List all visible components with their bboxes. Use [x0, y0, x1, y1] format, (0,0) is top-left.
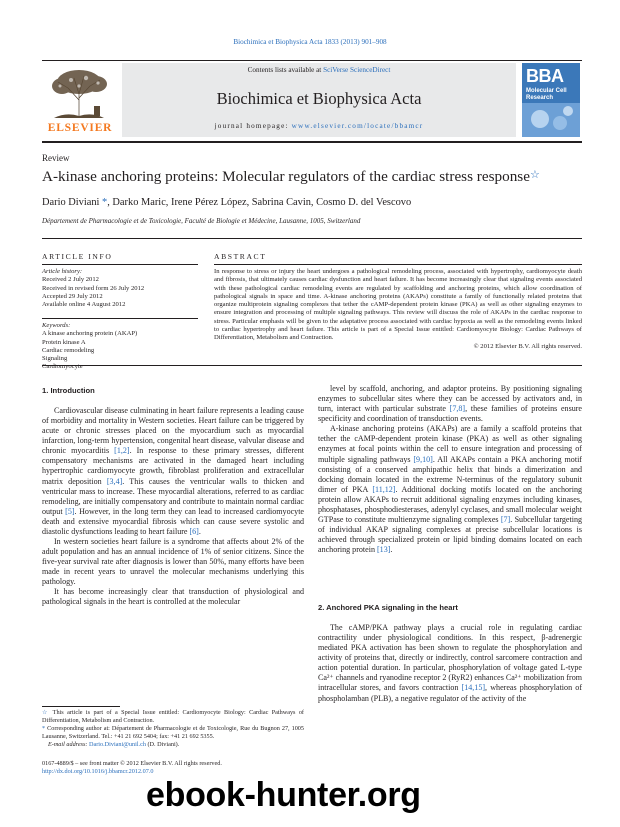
citation-link[interactable]: [1,2] [114, 446, 130, 456]
paragraph-text: , whereas phosphorylation of phospholamban (PLB), a negative regulator of the activity of the [318, 683, 582, 703]
masthead-bottom-rule [42, 141, 582, 143]
sciencedirect-link[interactable]: SciVerse ScienceDirect [323, 66, 391, 74]
cover-subtitle: Molecular Cell Research [526, 88, 567, 101]
abstract-bottom-rule [42, 365, 582, 366]
homepage-link[interactable]: www.elsevier.com/locate/bbamcr [291, 122, 424, 130]
doi-link[interactable]: http://dx.doi.org/10.1016/j.bbamcr.2012.07.0 [42, 768, 154, 776]
title-footnote-star-icon[interactable]: ☆ [529, 169, 540, 181]
contents-line [122, 66, 516, 74]
running-head[interactable]: Biochimica et Biophysica Acta 1833 (2013) 901–908 [233, 38, 387, 46]
footnote-rule [42, 706, 120, 707]
contents-prefix: Contents lists available at [247, 66, 324, 74]
history-item: Received in revised form 26 July 2012 [42, 284, 145, 292]
article-history [42, 268, 198, 309]
paragraph-text: . Additional docking motifs located on the anchoring protein allow AKAPs to recruit additional signaling enzymes including kinases, phosphatases, phosphodiesterases, adenylyl cyclases, and small molecular weight GTPase to constitute multienzyme signaling complexes [318, 484, 582, 525]
footnote-special-issue [42, 709, 304, 725]
elsevier-tree-logo-icon [46, 66, 112, 120]
history-item: Available online 4 August 2012 [42, 301, 126, 309]
article-title-text: A-kinase anchoring proteins: Molecular regulators of the cardiac stress response [42, 168, 530, 185]
affiliation: Département de Pharmacologie et de Toxicologie, Faculté de Biologie et Médecine, Lausanne, 1005, Switzerland [42, 217, 361, 225]
info-divider [42, 318, 198, 319]
paragraph [318, 623, 582, 704]
paragraph-text: , these families of proteins ensure specificity and coordination of transduction events. [318, 404, 582, 424]
co-authors: , Darko Maric, Irene Pérez López, Sabrina Cavin, Cosmo D. del Vescovo [107, 197, 412, 208]
footnote-special-issue-text: This article is part of a Special Issue entitled: Cardiomyocyte Biology: Cardiac Pathways of Differentiation, Metabolism and Contraction. [42, 709, 304, 724]
paragraph [42, 537, 304, 587]
section-heading-anchored-pka: 2. Anchored PKA signaling in the heart [318, 603, 458, 612]
abstract-text: In response to stress or injury the heart undergoes a pathological remodeling process, associated with hypertrophy, cardiomyocyte death and fibrosis, that ultimately causes cardiac dysfunction and heart failure. It has become increasingly clear that signaling events associated with these pathological cardiac remodeling events are regulated by scaffolding and anchoring proteins, which allow coordination of pathological signals in space and time. A-kinase anchoring proteins (AKAPs) constitute a family of functionally related proteins that organize multiprotein signaling complexes that tether the cAMP-dependent protein kinase (PKA) as well as other signaling enzymes to ensure integration and processing of multiple signaling pathways. This review will discuss the role of AKAPs in the cardiac response to stress. Particular emphasis will be given to the adaptative process associated with cardiac hypoxia as well as the remodeling events linked to cardiac hypertrophy and heart failure. This article is part of a Special Issue entitled: Cardiomyocyte Biology: Cardiac Pathways of Differentiation, Metabolism and Contraction. [214, 268, 582, 342]
footnote-corresponding-text: Corresponding author at: Département de Pharmacologie et de Toxicologie, Rue du Bugnon 27, 1005 Lausanne, Switzerland. Tel.: +41 21 692 5404; fax: +41 21 692 5355. [42, 724, 304, 740]
citation-link[interactable]: [7,8] [449, 404, 466, 414]
article-title [42, 168, 582, 186]
body-column-right [318, 384, 582, 555]
info-rule [42, 264, 198, 265]
paragraph [42, 406, 304, 537]
article-type: Review [42, 153, 70, 163]
abstract-body [214, 268, 582, 351]
section-heading-introduction: 1. Introduction [42, 386, 95, 395]
email-label: E-mail address: [48, 740, 90, 748]
citation-link[interactable]: [11,12] [372, 484, 396, 494]
homepage-prefix: journal homepage: [214, 122, 292, 130]
citation-link[interactable]: [6] [189, 526, 199, 536]
paragraph-text: The cAMP/PKA pathway plays a crucial role in regulating cardiac contractility under physiological conditions. In this respect, β-adrenergic mediated PKA activation has been shown to regulate the phosphorylation and activity of proteins that, directly or indirectly, control sarcomere contraction and action potential duration. In particular, phosphorylation of voltage gated L-type Ca²⁺ channels and ryanodine receptor 2 (RyR2) enhances Ca²⁺ mobilization from intracellular stores, and favors contraction [318, 623, 582, 693]
front-matter [42, 760, 304, 776]
paragraph-text: A-kinase anchoring proteins (AKAPs) are a family a scaffold proteins that tether the cAMP-dependent protein kinase (PKA) as well as other signaling enzymes at focal points within the cell to ensure integration and processing of multiple signaling pathways [318, 424, 582, 464]
citation-link[interactable]: [9,10] [413, 454, 433, 464]
keyword: Signaling [42, 355, 68, 363]
email-suffix: (D. Diviani). [145, 740, 180, 748]
abstract-rule [214, 264, 582, 265]
keyword: A kinase anchoring protein (AKAP) [42, 330, 138, 338]
paragraph-text: . This causes the ventricular walls to thicken and ventricular mass to increase. These myocardial alterations, referred to as cardiac remodeling, are initially compensatory and contribute to maintain normal cardiac output [42, 476, 304, 516]
keyword: Protein kinase A [42, 338, 86, 346]
header-rule [42, 238, 582, 239]
abstract-heading: ABSTRACT [214, 252, 267, 261]
paragraph-text: It has become increasingly clear that transduction of physiological and pathological signals in the heart is controlled at the molecular [42, 587, 304, 607]
paragraph-text: . [390, 545, 393, 555]
footnote-asterisk: * [42, 724, 46, 732]
paragraph-text: level by scaffold, anchoring, and adaptor proteins. By positioning signaling enzymes to subcellular sites where they can be accessed by activators and, in turn, interact with particular substrate [318, 384, 582, 414]
keyword: Cardiomyocyte [42, 363, 83, 371]
journal-title: Biochimica et Biophysica Acta [216, 89, 422, 108]
history-item: Accepted 29 July 2012 [42, 292, 103, 300]
elsevier-wordmark: ELSEVIER [47, 122, 113, 134]
keyword: Cardiac remodeling [42, 346, 95, 354]
paragraph [318, 384, 582, 424]
footnote-corresponding [42, 725, 304, 741]
author-list [42, 197, 582, 208]
watermark: ebook-hunter.org [146, 776, 421, 814]
body-column-right-section2 [318, 623, 582, 704]
issn-line: 0167-4889/$ – see front matter © 2012 Elsevier B.V. All rights reserved. [42, 760, 222, 767]
paragraph-text: . [198, 526, 201, 536]
article-info-heading: ARTICLE INFO [42, 252, 113, 261]
corresponding-author: Dario Diviani [42, 197, 100, 208]
history-label: Article history: [42, 268, 83, 275]
paragraph [318, 424, 582, 555]
citation-link[interactable]: [13] [377, 545, 391, 555]
citation-link[interactable]: [14,15] [461, 683, 486, 693]
footnote-star-icon: ☆ [42, 709, 50, 716]
journal-homepage [122, 122, 516, 130]
paragraph-text: Cardiovascular disease culminating in heart failure represents a leading cause of morbidity and mortality in Western societies. Heart failure can be triggered by acute or chronic stresses placed on the myocardium such as myocardial infarction, long-term hypertension, congenital heart disease, valvular disease and chronic myocarditis [42, 406, 304, 456]
body-column-left [42, 406, 304, 608]
paragraph [42, 587, 304, 607]
footnotes [42, 709, 304, 749]
history-item: Received 2 July 2012 [42, 276, 99, 284]
paragraph-text: In western societies heart failure is a syndrome that affects about 2% of the adult population and has an annual incidence of 1% of senior citizens. Since the five-year survival rate after diagnosis is lower than 50%, many efforts have been made in recent years to unravel the molecular mechanisms underlying this pathology. [42, 537, 304, 587]
citation-link[interactable]: [5] [65, 506, 75, 516]
footnote-email [42, 741, 304, 749]
paragraph-text: . In response to these primary stresses, different compensatory mechanisms are activated in the damaged heart including hypertrophic cardiomyocyte growth, fibroblast proliferation and extracellular matrix deposition [42, 446, 304, 486]
paragraph-text: . However, in the long term they can lead to increased cardiomyocyte death and extensive myocardial fibrosis which can cause severe systolic and diastolic dysfunctions leading to heart failure [42, 506, 305, 536]
masthead-top-rule [42, 60, 582, 61]
corresponding-author-mark[interactable]: * [99, 197, 108, 208]
cover-title: BBA [526, 66, 564, 86]
email-link[interactable]: Dario.Diviani@unil.ch [89, 740, 146, 748]
paragraph-text: . Subcellular targeting of individual AKAP signaling complexes at precise subcellular locations is achieved through specialized protein or lipid binding domains located on each anchoring protein [318, 515, 582, 555]
keywords-label: Keywords: [42, 322, 71, 329]
citation-link[interactable]: [3,4] [106, 476, 123, 486]
paragraph-text: . All AKAPs contain a PKA anchoring motif consisting of a conserved amphipathic helix that binds a dimerization and docking domain located in the extreme N-terminus of the regulatory subunit dimer of PKA [318, 454, 582, 494]
citation-link[interactable]: [7] [500, 515, 511, 525]
abstract-copyright: © 2012 Elsevier B.V. All rights reserved. [473, 342, 582, 350]
